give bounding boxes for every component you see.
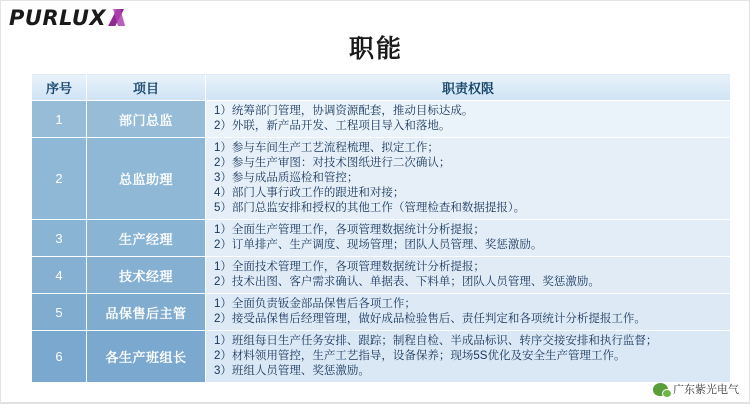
page-title: 职能	[348, 35, 403, 63]
brand-logo	[9, 5, 126, 31]
row-no: 2	[32, 138, 87, 220]
table-row	[32, 257, 731, 294]
duty-line: 5）部门总监安排和授权的其他工作（管理检查和数据提报）。	[214, 202, 526, 214]
purlux-swoosh-icon	[108, 8, 126, 28]
duty-line: 1）全面生产管理工作，各项管理数据统计分析提报；	[214, 224, 485, 236]
row-no: 3	[32, 220, 87, 257]
column-header-duty: 职责权限	[206, 74, 731, 101]
row-duty	[206, 331, 731, 383]
wechat-account-badge	[653, 381, 739, 397]
duty-line: 2）参与生产审图：对技术图纸进行二次确认；	[214, 157, 451, 169]
duty-line: 2）技术出图、客户需求确认、单据表、下料单；团队人员管理、奖惩激励。	[214, 276, 600, 288]
table-header-row	[32, 74, 731, 101]
duty-line: 2）外联，新产品开发、工程项目导入和落地。	[214, 120, 451, 132]
duty-line: 3）参与成品质巡检和管控；	[214, 172, 359, 184]
table-row	[32, 331, 731, 383]
row-duty	[206, 257, 731, 294]
wechat-account-name: 广东紫光电气	[673, 384, 739, 396]
row-duty	[206, 138, 731, 220]
brand-logo-text: PURLUX	[9, 6, 107, 30]
row-duty	[206, 294, 731, 331]
bottom-divider	[1, 402, 749, 403]
row-item: 总监助理	[87, 138, 206, 220]
row-no: 4	[32, 257, 87, 294]
row-no: 5	[32, 294, 87, 331]
table-row	[32, 294, 731, 331]
duty-line: 1）全面技术管理工作，各项管理数据统计分析提报；	[214, 261, 485, 273]
row-no: 6	[32, 331, 87, 383]
table-row	[32, 220, 731, 257]
duty-line: 2）材料领用管控，生产工艺指导，设备保养；现场5S优化及安全生产管理工作。	[214, 350, 626, 362]
duty-line: 2）订单排产、生产调度、现场管理；团队人员管理、奖惩激励。	[214, 239, 543, 251]
duty-line: 1）统筹部门管理，协调资源配套，推动目标达成。	[214, 105, 474, 117]
functions-table	[31, 73, 731, 383]
wechat-icon	[653, 383, 668, 396]
row-item: 各生产班组长	[87, 331, 206, 383]
row-no: 1	[32, 101, 87, 138]
duty-line: 1）全面负责钣金部品保售后各项工作；	[214, 298, 416, 310]
duty-line: 4）部门人事行政工作的跟进和对接；	[214, 187, 405, 199]
row-item: 技术经理	[87, 257, 206, 294]
duty-line: 2）接受品保售后经理管理，做好成品检验售后、责任判定和各项统计分析提报工作。	[214, 313, 646, 325]
row-item: 品保售后主管	[87, 294, 206, 331]
duty-line: 1）参与车间生产工艺流程梳理、拟定工作；	[214, 142, 439, 154]
column-header-no: 序号	[32, 74, 87, 101]
row-item: 部门总监	[87, 101, 206, 138]
duty-line: 1）班组每日生产任务安排、跟踪；制程自检、半成品标识、转序交接安排和执行监督；	[214, 335, 658, 347]
functions-table-wrapper	[31, 73, 721, 383]
column-header-item: 项目	[87, 74, 206, 101]
duty-line: 3）班组人员管理、奖惩激励。	[214, 365, 370, 377]
table-row	[32, 101, 731, 138]
row-item: 生产经理	[87, 220, 206, 257]
row-duty	[206, 101, 731, 138]
row-duty	[206, 220, 731, 257]
table-row	[32, 138, 731, 220]
